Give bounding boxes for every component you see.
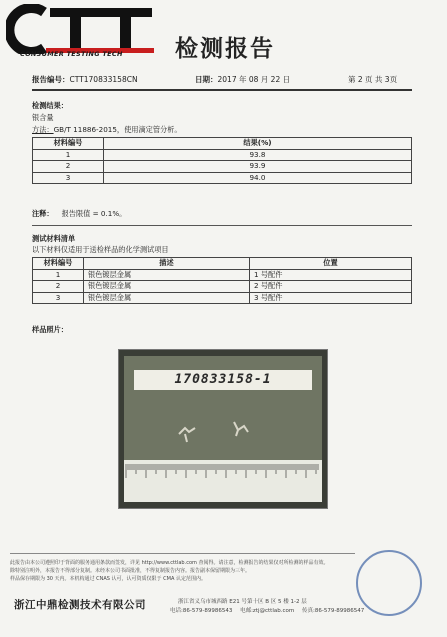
footer-phone: 电话:86-579-89986543: [170, 608, 233, 614]
table-row: [33, 269, 412, 281]
method-label: 方法：: [32, 125, 54, 134]
table-row: [33, 149, 412, 161]
company-seal-stamp: [356, 550, 422, 616]
results-item: 银含量: [32, 113, 54, 122]
table-cell: 银色镀层金属: [84, 292, 250, 304]
photo-label: 样品照片：: [32, 325, 68, 334]
results-method: [32, 125, 182, 135]
note-divider: [32, 225, 412, 226]
table-cell: 2 号配件: [250, 281, 412, 293]
sample-photo-content: [124, 356, 322, 502]
page-number: 第 2 页 共 3页: [348, 75, 398, 84]
table-cell: 1: [33, 149, 104, 161]
note-text: 报告限值 = 0.1%。: [61, 209, 127, 218]
footer-terms-2: 除特别注明外，本报告不得部分复制。未经本公司书面批准，不得复制报告内容。报告副本保留期限为三年。: [10, 568, 251, 574]
table-cell: 93.9: [104, 161, 412, 173]
table-header: 位置: [250, 258, 412, 270]
method-text: GB/T 11886-2015，使用滴定管分析。: [53, 125, 182, 134]
results-table: [32, 137, 412, 184]
table-cell: 1 号配件: [250, 269, 412, 281]
footer-contacts: [170, 606, 364, 614]
page-title: 检测报告: [175, 35, 275, 62]
ruler-graphic: [124, 460, 322, 502]
footer-email: 电邮:ztj@cttlab.com: [240, 608, 295, 614]
measuring-ruler: [124, 460, 322, 502]
ctt-logo-graphic: [6, 4, 156, 54]
report-date-value: 2017 年 08 月 22 日: [217, 75, 291, 84]
footer-address: 浙江省义乌市城西路 E21 号第十区 B 区 5 楼 1-2 层: [178, 599, 307, 605]
table-cell: 94.0: [104, 172, 412, 184]
table-header-row: [33, 258, 412, 270]
table-header: 描述: [84, 258, 250, 270]
table-row: [33, 292, 412, 304]
materials-table: [32, 257, 412, 304]
materials-heading: 测试材料清单: [32, 234, 76, 243]
table-header: 材料编号: [33, 138, 104, 150]
report-date: [195, 74, 290, 85]
table-cell: 2: [33, 281, 84, 293]
table-row: [33, 161, 412, 173]
table-cell: 银色镀层金属: [84, 281, 250, 293]
table-row: [33, 172, 412, 184]
table-cell: 1: [33, 269, 84, 281]
table-header: 材料编号: [33, 258, 84, 270]
header-divider: [32, 89, 412, 91]
footer-terms-1: 此报告由本公司遵照印于背面的服务通用条款而签发，详见 http://www.cttlab.com 查阅得。请注意，检测报告的结果仅对所检测的样品有效。: [10, 560, 329, 566]
table-header: 结果(%): [104, 138, 412, 150]
report-number-label: 报告编号：: [32, 75, 70, 84]
report-number: [32, 74, 138, 85]
table-cell: 3: [33, 172, 104, 184]
company-name: 浙江中鼎检测技术有限公司: [14, 599, 146, 611]
logo-subtitle: CONSUMER TESTING TECH: [20, 50, 123, 58]
table-cell: 3: [33, 292, 84, 304]
sample-tag: 170833158-1: [134, 370, 312, 390]
table-row: [33, 281, 412, 293]
report-date-label: 日期：: [195, 75, 218, 84]
table-header-row: [33, 138, 412, 150]
sample-photo: [118, 349, 328, 509]
results-heading: 检测结果：: [32, 101, 68, 110]
report-number-value: CTT170833158CN: [69, 75, 138, 84]
table-cell: 银色镀层金属: [84, 269, 250, 281]
table-cell: 2: [33, 161, 104, 173]
footer-fax: 传真:86-579-89986547: [301, 608, 365, 614]
note: [32, 209, 126, 219]
footer-terms-3: 样品保存期限为 30 天内。本机构通过 CNAS 认可，认可资质仅限于 CMA 认定范围内。: [10, 576, 206, 582]
note-label: 注释：: [32, 209, 54, 218]
footer-divider: [10, 553, 355, 554]
table-cell: 3 号配件: [250, 292, 412, 304]
materials-intro: 以下材料仅适用于送检样品的化学测试项目: [32, 245, 169, 254]
table-cell: 93.8: [104, 149, 412, 161]
